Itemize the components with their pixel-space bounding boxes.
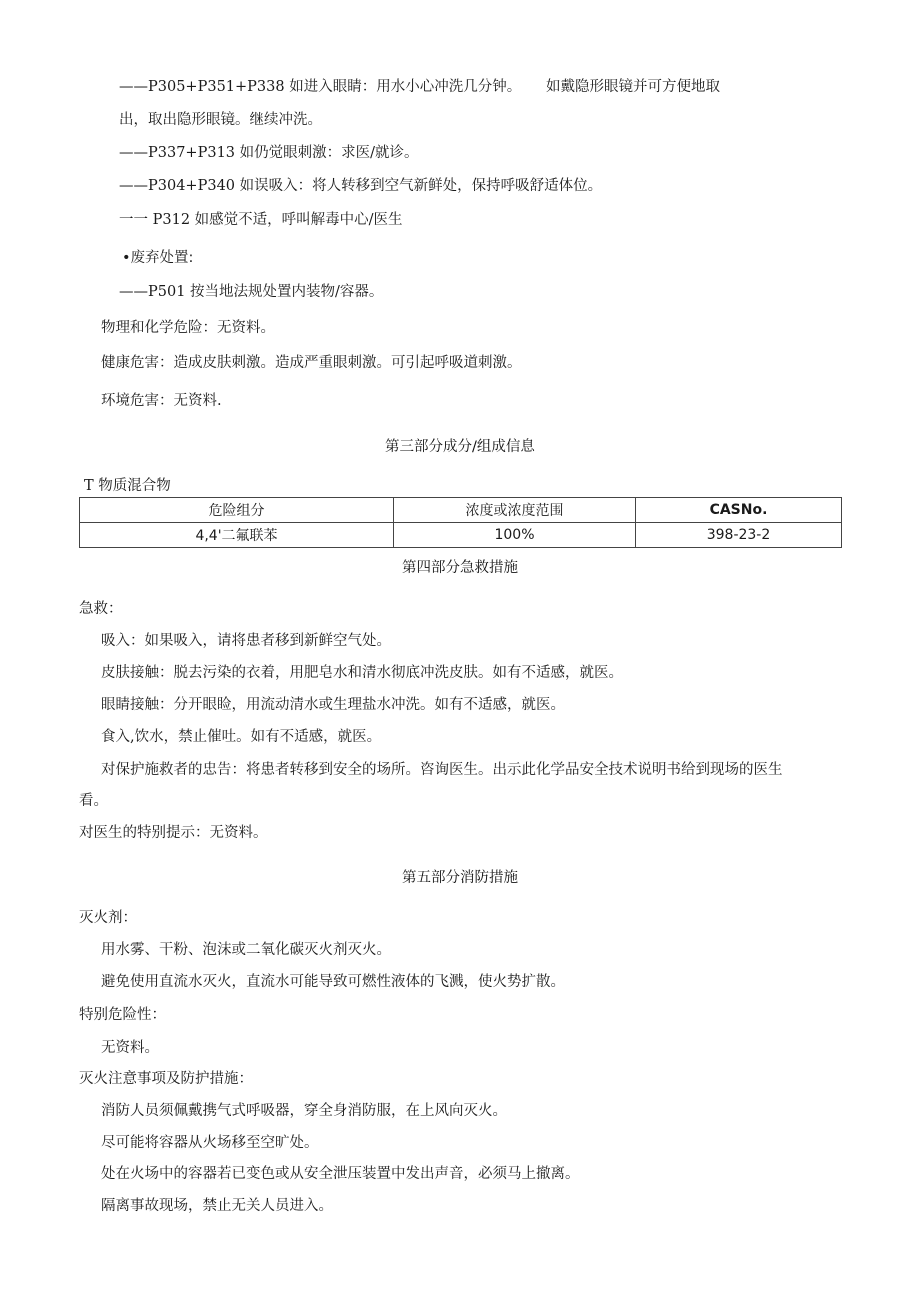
firefighting-note: 处在火场中的容器若已变色或从安全泄压装置中发出声音，必须马上撤离。 [101,1166,580,1182]
firefighting-notes-label: 灭火注意事项及防护措施： [79,1071,253,1087]
special-hazard-label: 特别危险性： [79,1007,166,1023]
environment-hazard [101,391,222,411]
firefighting-note: 尽可能将容器从火场移至空旷处。 [101,1135,319,1151]
firefighting-note: 消防人员须佩戴携气式呼吸器，穿全身消防服，在上风向灭火。 [101,1103,507,1119]
physical-hazard: 物理和化学危险：无资料。 [101,320,275,336]
rescuer-label: 对保护施救者的忠告 [101,762,232,778]
ingestion-text: ,饮水，禁止催吐。如有不适感，就医。 [130,729,382,745]
substance-type-note: T 物质混合物 [84,478,171,494]
inhalation-label: 吸入 [101,633,130,649]
section4-title: 第四部分急救措施 [402,560,518,576]
skin-text: ：脱去污染的衣着，用肥皂水和清水彻底冲洗皮肤。如有不适感，就医。 [159,665,623,681]
extinguishing-agent-line: 避免使用直流水灭火，直流水可能导致可燃性液体的飞溅，使火势扩散。 [101,974,565,990]
first-aid-skin [101,663,623,683]
precaution-p305-line2: 出，取出隐形眼镜。继续冲洗。 [119,112,322,128]
table-row [80,523,842,548]
precaution-p305-continued: 如戴隐形眼镜并可方便地取 [546,79,720,95]
disposal-label: •废弃处置: [122,250,194,266]
cell-concentration: 100% [394,523,636,548]
first-aid-inhalation [101,631,391,651]
special-hazard-text: 无资料。 [101,1040,159,1056]
extinguishing-agent-line: 用水雾、干粉、泡沫或二氧化碳灭火剂灭火。 [101,942,391,958]
doctor-note [79,823,268,843]
rescuer-advice [101,760,783,780]
eye-label: 眼睛接触 [101,697,159,713]
doctor-note-label: 对医生的特别提示 [79,825,195,841]
ingestion-label: 食入 [101,729,130,745]
table-header-row [80,498,842,523]
eye-text: ：分开眼睑，用流动清水或生理盐水冲洗。如有不适感，就医。 [159,697,565,713]
rescuer-advice-continued: 看。 [79,793,108,809]
precaution-p304: ——P304+P340 如误吸入：将人转移到空气新鲜处，保持呼吸舒适体位。 [119,178,603,194]
section3-title: 第三部分成分/组成信息 [385,439,535,455]
skin-label: 皮肤接触 [101,665,159,681]
precaution-p312: 一一 P312 如感觉不适，呼叫解毒中心/医生 [119,212,403,228]
doctor-note-text: ：无资料。 [195,825,268,841]
first-aid-eye [101,695,565,715]
health-hazard-label: 健康危害 [101,355,159,371]
first-aid-label: 急救： [79,601,123,617]
composition-table [79,497,842,548]
header-concentration: 浓度或浓度范围 [394,498,636,523]
cell-cas: 398-23-2 [636,523,842,548]
first-aid-ingestion [101,727,381,747]
section5-title: 第五部分消防措施 [402,870,518,886]
environment-hazard-text: ：无资料. [159,393,222,409]
header-component: 危险组分 [80,498,394,523]
precaution-p305: ——P305+P351+P338 如进入眼睛：用水小心冲洗几分钟。 [119,79,522,95]
header-cas: CASNo. [636,498,842,523]
health-hazard [101,353,522,373]
extinguishing-agent-label: 灭火剂： [79,910,137,926]
health-hazard-text: ：造成皮肤刺激。造成严重眼刺激。可引起呼吸道刺激。 [159,355,522,371]
firefighting-note: 隔离事故现场，禁止无关人员进入。 [101,1198,333,1214]
inhalation-text: ：如果吸入，请将患者移到新鲜空气处。 [130,633,391,649]
cell-component: 4,4'二氟联苯 [80,523,394,548]
environment-hazard-label: 环境危害 [101,393,159,409]
disposal-p501: ——P501 按当地法规处置内装物/容器。 [119,284,384,300]
precaution-p337: ——P337+P313 如仍觉眼刺激：求医/就诊。 [119,145,419,161]
rescuer-text: ：将患者转移到安全的场所。咨询医生。出示此化学品安全技术说明书给到现场的医生 [231,762,783,778]
